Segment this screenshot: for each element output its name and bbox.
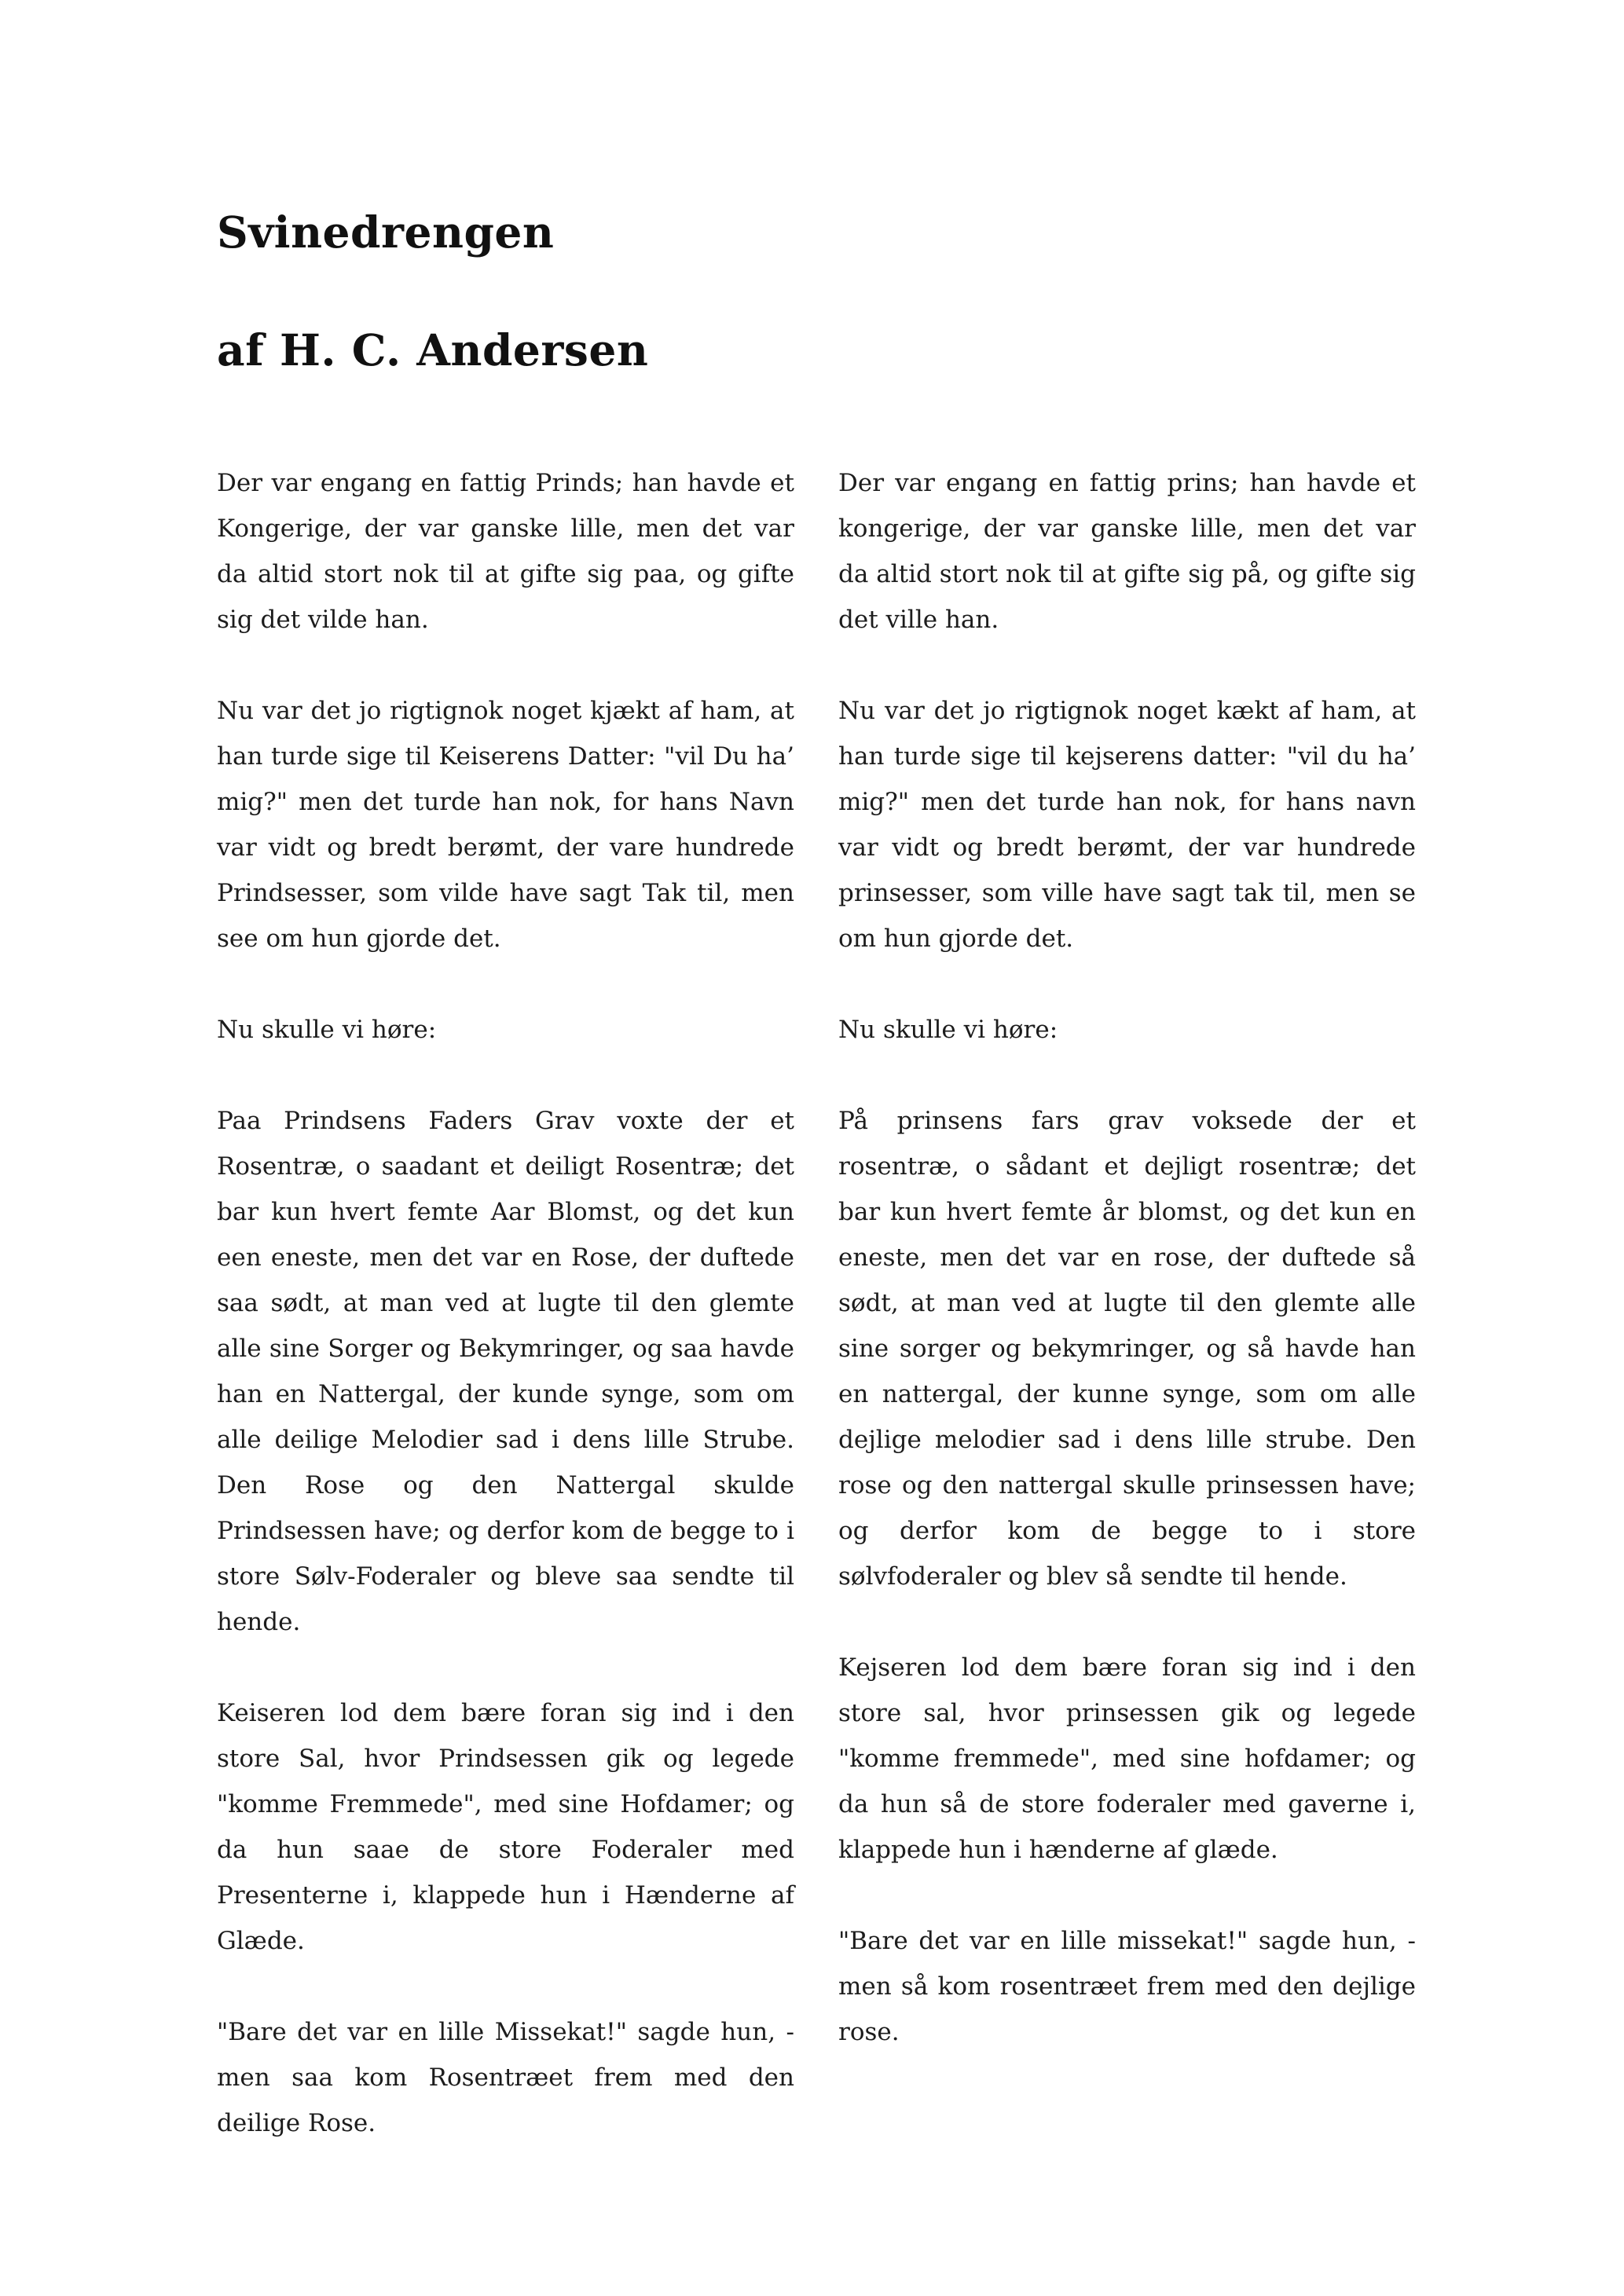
original-paragraph: Keiseren lod dem bære foran sig ind i den store Sal, hvor Prindsessen gik og legede "komme Fremmede", med sine Hofdamer; og da hun saae de store Foderaler med Presenterne i, klappede hun i Hænderne af Glæde.: [217, 1699, 794, 1955]
original-paragraph: Nu skulle vi høre:: [217, 1016, 437, 1044]
original-paragraph: Der var engang en fattig Prinds; han havde et Kongerige, der var ganske lille, men det var da altid stort nok til at gifte sig paa, og gifte sig det vilde han.: [217, 469, 794, 634]
document-title: Svinedrengen: [217, 207, 555, 258]
original-text-column: [217, 460, 794, 2192]
original-paragraph: Nu var det jo rigtignok noget kjækt af ham, at han turde sige til Keiserens Datter: "vil Du ha’ mig?" men det turde han nok, for hans Navn var vidt og bredt berømt, der vare hundrede Prindsesser, som vilde have sagt Tak til, men see om hun gjorde det.: [217, 697, 794, 953]
modern-paragraph: På prinsens fars grav voksede der et rosentræ, o sådant et dejligt rosentræ; det bar kun hvert femte år blomst, og det kun en eneste, men det var en rose, der duftede så sødt, at man ved at lugte til den glemte alle sine sorger og bekymringer, og så havde han en nattergal, der kunne synge, som om alle dejlige melodier sad i dens lille strube. Den rose og den nattergal skulle prinsessen have; og derfor kom de begge to i store sølvfoderaler og blev så sendte til hende.: [838, 1107, 1416, 1591]
modern-paragraph: "Bare det var en lille missekat!" sagde hun, - men så kom rosentræet frem med den dejlige rose.: [838, 1927, 1416, 2046]
modern-text-column: [838, 460, 1416, 2100]
modern-paragraph: Kejseren lod dem bære foran sig ind i den store sal, hvor prinsessen gik og legede "komme fremmede", med sine hofdamer; og da hun så de store foderaler med gaverne i, klappede hun i hænderne af glæde.: [838, 1653, 1416, 1864]
modern-paragraph: Der var engang en fattig prins; han havde et kongerige, der var ganske lille, men det var da altid stort nok til at gifte sig på, og gifte sig det ville han.: [838, 469, 1416, 634]
document-author: af H. C. Andersen: [217, 324, 649, 375]
original-paragraph: "Bare det var en lille Missekat!" sagde hun, - men saa kom Rosentræet frem med den deilige Rose.: [217, 2018, 794, 2137]
modern-paragraph: Nu skulle vi høre:: [838, 1016, 1058, 1044]
modern-paragraph: Nu var det jo rigtignok noget kækt af ham, at han turde sige til kejserens datter: "vil du ha’ mig?" men det turde han nok, for hans navn var vidt og bredt berømt, der var hundrede prinsesser, som ville have sagt tak til, men se om hun gjorde det.: [838, 697, 1416, 953]
original-paragraph: Paa Prindsens Faders Grav voxte der et Rosentræ, o saadant et deiligt Rosentræ; det bar kun hvert femte Aar Blomst, og det kun een eneste, men det var en Rose, der duftede saa sødt, at man ved at lugte til den glemte alle sine Sorger og Bekymringer, og saa havde han en Nattergal, der kunde synge, som om alle deilige Melodier sad i dens lille Strube. Den Rose og den Nattergal skulde Prindsessen have; og derfor kom de begge to i store Sølv-Foderaler og bleve saa sendte til hende.: [217, 1107, 794, 1636]
